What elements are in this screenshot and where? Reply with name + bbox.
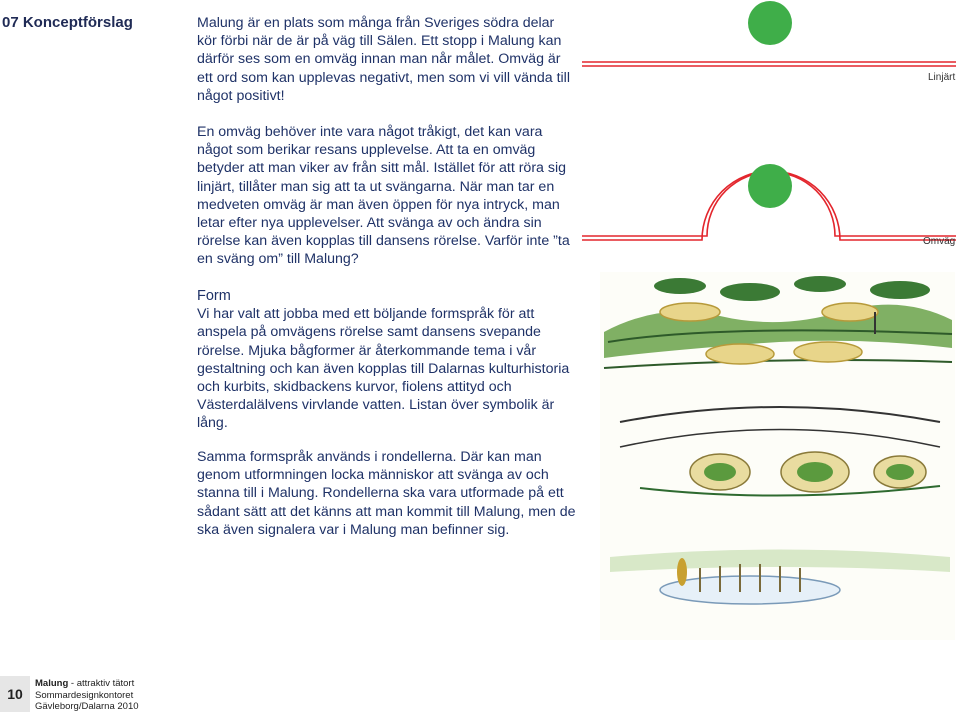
form-text: Vi har valt att jobba med ett böljande formspråk för att anspela på omvägens rörelse samt dansens svepande rörelse. Mjuka bågformer är återkommande tema i vår gestaltning och kan även kopplas till Dalarnas kulturhistoria och kurbits, skidbackens kurvor, fiolens attityd och Västerdalälvens virvlande vatten. Listan över symbolik är lång. [197,306,570,432]
page-number: 10 [0,676,30,712]
omvag-text: En omväg behöver inte vara något tråkigt, det kan vara något som berikar resans upplevelse. Att ta en omväg betyder att man viker av från sitt mål. Istället för att röra sig linjärt, tillåter man sig att ta ut svängarna. När man tar en medveten omväg är man även öppen för nya intryck, man letar efter nya upplevelser. Att svänga av och ändra sin rörelse kan även kopplas till dansens rörelse. Varför inte ”ta en sväng om” till Malung? [197,124,570,268]
traveller-dot-linear [748,1,792,45]
section-title: 07 Konceptförslag [2,14,133,31]
form-section [197,287,577,433]
linear-path [582,62,956,66]
sketch-image [600,272,955,640]
omvag-paragraph [197,123,577,269]
footer-town: Malung [35,678,69,689]
footer-line-3: Gävleborg/Dalarna 2010 [35,701,139,712]
footer-line-1 [35,678,139,690]
footer-subtitle: - attraktiv tätort [68,678,135,689]
linear-vs-detour-diagram [578,0,960,290]
diagram-graphic [578,0,960,290]
roundabout-paragraph [197,448,577,539]
intro-paragraph [197,14,577,105]
roundabout-text: Samma formspråk används i rondellerna. Där kan man genom utformningen locka människor att svänga av och stanna till i Malung. Rondellerna ska vara utformade på ett sådant sätt att det känns att man kommit till Malung, men de ska även signalera var i Malung man befinner sig. [197,449,576,538]
form-heading: Form [197,288,231,304]
footer-line-2: Sommardesignkontoret [35,689,134,701]
traveller-dot-detour [748,164,792,208]
label-detour: Omväg [923,236,956,247]
roundabout-sketch [600,272,955,640]
footer-credits [35,678,139,713]
label-linear: Linjärt [928,72,956,83]
intro-text: Malung är en plats som många från Sveriges södra delar kör förbi när de är på väg till Sälen. Ett stopp i Malung kan därför ses som en omväg innan man når målet. Omväg är ett ord som kan upplevas negativt, men som vi vill vända till något positivt! [197,15,570,104]
